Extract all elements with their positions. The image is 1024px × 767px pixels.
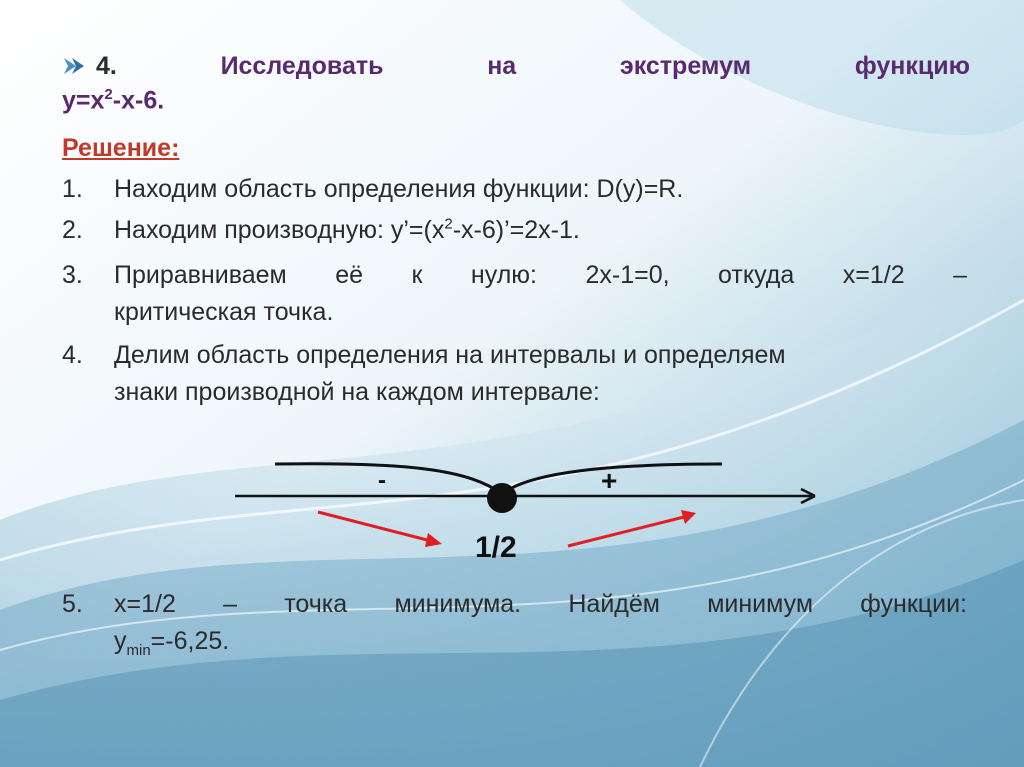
increasing-arrow	[568, 516, 688, 546]
step-1: 1. Находим область определения функции: D(y)=R.	[62, 175, 684, 203]
decreasing-arrowhead	[425, 533, 442, 547]
sign-diagram	[230, 450, 830, 570]
solution-label: Решение:	[62, 134, 180, 162]
step-3: 3. Приравниваем её к нулю: 2x-1=0, откуда x=1/2 – критическая точка.	[62, 261, 967, 326]
parabola-left-branch	[275, 464, 502, 494]
arrow-bullet-icon	[62, 55, 88, 77]
decreasing-arrow	[318, 512, 435, 542]
slide-title-function: $y=x^2-x-6$.	[62, 86, 165, 115]
step-4: 4. Делим область определения на интервалы и определяем знаки производной на каждом интервале:	[62, 341, 786, 406]
title-word: на	[487, 51, 517, 80]
increasing-arrowhead	[681, 510, 696, 524]
slide-title-line1	[62, 46, 970, 86]
title-number: 4.	[96, 51, 117, 80]
title-word: Исследовать	[220, 51, 384, 80]
minus-sign: -	[378, 467, 386, 494]
critical-point	[487, 483, 517, 513]
step-5: 5. x=1/2 – точка минимума. Найдём минимум функции: $y_{min}=-6,25$.	[62, 590, 967, 659]
critical-point-label: 1/2	[475, 531, 517, 564]
step-2: 2. Находим производную: $y’=(x^2-x-6)’=2x-1$.	[62, 215, 580, 244]
plus-sign: +	[601, 465, 618, 496]
title-word: экстремум	[619, 51, 752, 80]
title-word: функцию	[854, 51, 970, 80]
